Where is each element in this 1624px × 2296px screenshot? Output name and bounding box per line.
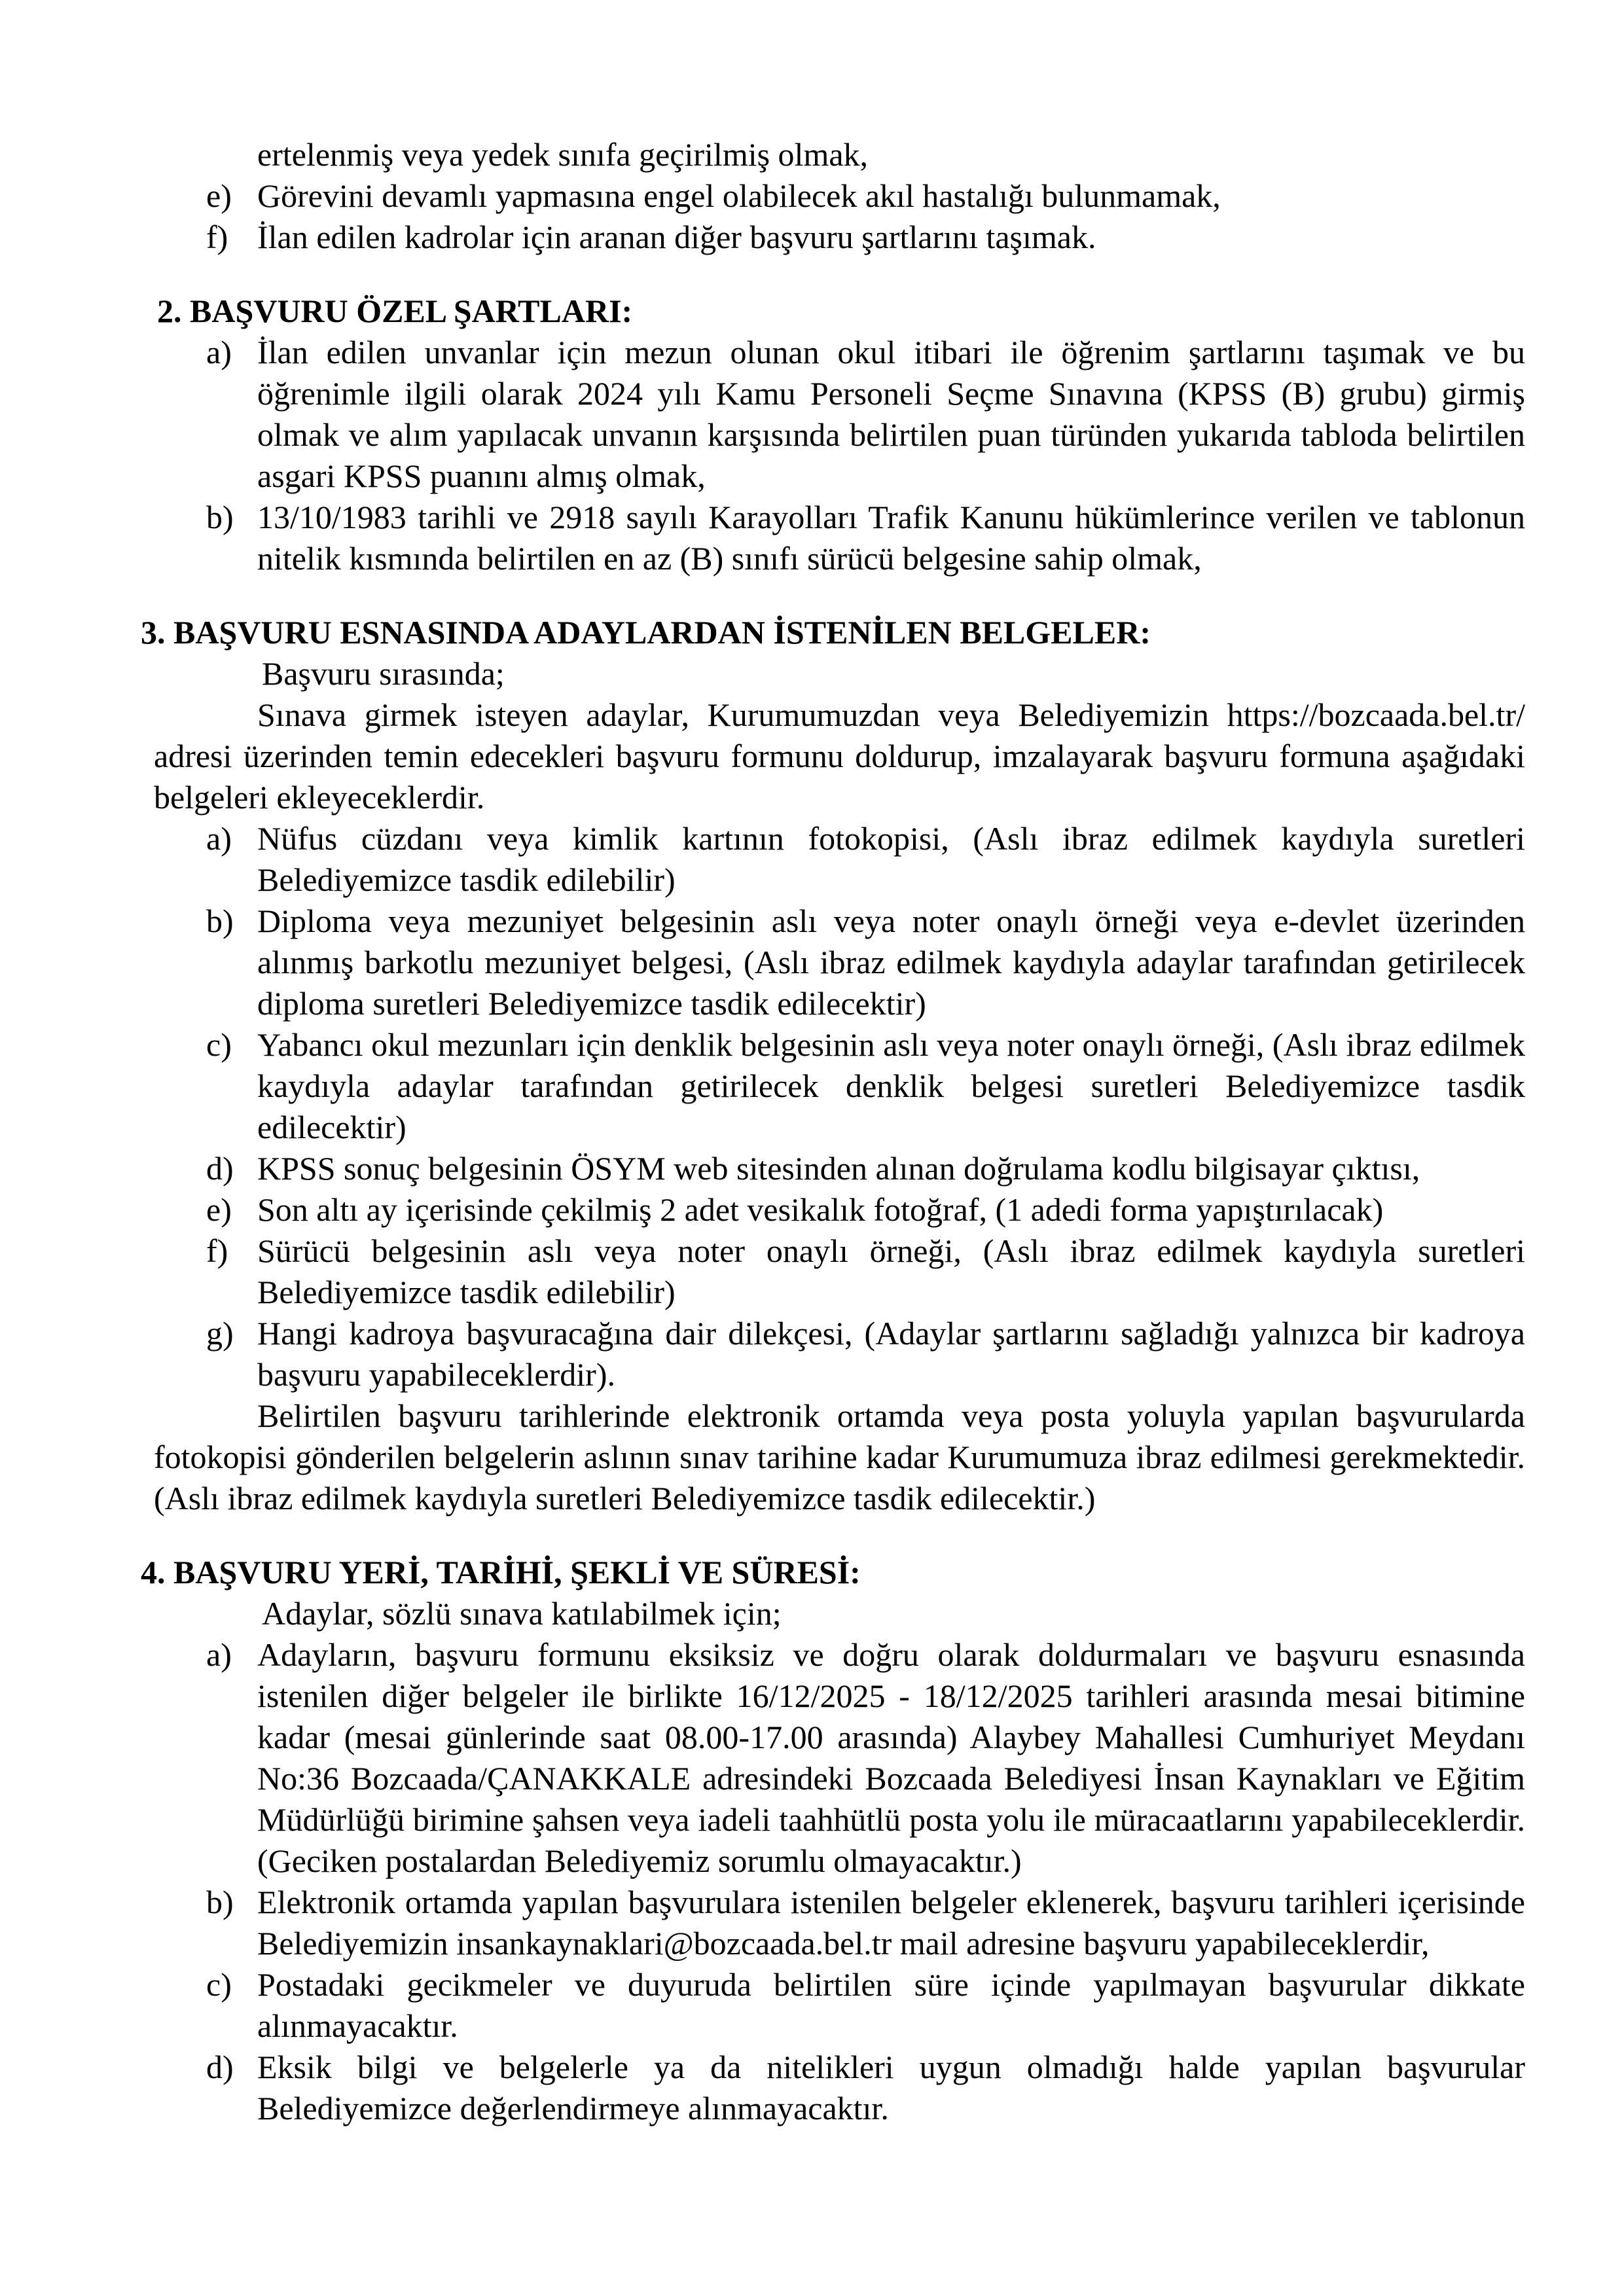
section4-item-a bbox=[154, 1634, 1525, 1882]
item-text: Eksik bilgi ve belgelerle ya da nitelikleri uygun olmadığı halde yapılan başvurular Belediyemizce değerlendirmeye alınmayacaktır. bbox=[257, 2049, 1525, 2126]
item-text: İlan edilen kadrolar için aranan diğer başvuru şartlarını taşımak. bbox=[257, 219, 1096, 255]
item-marker: d) bbox=[206, 2049, 234, 2085]
item-text: KPSS sonuç belgesinin ÖSYM web sitesinden alınan doğrulama kodlu bilgisayar çıktısı, bbox=[257, 1150, 1420, 1187]
item-marker: b) bbox=[206, 1884, 234, 1920]
section2-item-a bbox=[154, 332, 1525, 497]
item-text: Sürücü belgesinin aslı veya noter onaylı örneği, (Aslı ibraz edilmek kaydıyla suretleri Belediyemizce tasdik edilebilir) bbox=[257, 1232, 1525, 1310]
section3-intro-line: Başvuru sırasında; bbox=[262, 655, 505, 692]
section2-list bbox=[154, 332, 1525, 579]
section3-heading: 3. BAŞVURU ESNASINDA ADAYLARDAN İSTENİLEN BELGELER: bbox=[141, 614, 1151, 651]
section1-list bbox=[154, 175, 1525, 258]
item-marker: a) bbox=[206, 334, 232, 370]
item-text: Hangi kadroya başvuracağına dair dilekçesi, (Adaylar şartlarını sağladığı yalnızca bir kadroya başvuru yapabileceklerdir). bbox=[257, 1315, 1525, 1393]
item-marker: a) bbox=[206, 1636, 232, 1673]
item-text: Elektronik ortamda yapılan başvurulara istenilen belgeler eklenerek, başvuru tarihleri içerisinde Belediyemizin insankaynaklari@bozcaada.bel.tr mail adresine başvuru yapabileceklerdir, bbox=[257, 1884, 1525, 1962]
section3-item-e bbox=[154, 1189, 1525, 1230]
section3-closing-paragraph: Belirtilen başvuru tarihlerinde elektronik ortamda veya posta yoluyla yapılan başvurularda fotokopisi gönderilen belgelerin aslının sınav tarihine kadar Kurumumuza ibraz edilmesi gerekmektedir. (Aslı ibraz edilmek kaydıyla suretleri Belediyemizce tasdik edilecektir.) bbox=[154, 1397, 1525, 1516]
item-marker: e) bbox=[206, 177, 232, 214]
section4-item-b bbox=[154, 1882, 1525, 1964]
item-marker: f) bbox=[206, 1232, 228, 1269]
section3-item-d bbox=[154, 1148, 1525, 1189]
item-text: Yabancı okul mezunları için denklik belgesinin aslı veya noter onaylı örneği, (Aslı ibraz edilmek kaydıyla adaylar tarafından getirilecek denklik belgesi suretleri Belediyemizce tasdik edilecektir) bbox=[257, 1026, 1525, 1145]
item-marker: c) bbox=[206, 1026, 232, 1063]
section4-list bbox=[154, 1634, 1525, 2129]
section2-item-b bbox=[154, 497, 1525, 579]
section3-item-c bbox=[154, 1024, 1525, 1148]
item-text: Son altı ay içerisinde çekilmiş 2 adet vesikalık fotoğraf, (1 adedi forma yapıştırılacak) bbox=[257, 1191, 1384, 1228]
section3-intro-paragraph: Sınava girmek isteyen adaylar, Kurumumuzdan veya Belediyemizin https://bozcaada.bel.tr/ adresi üzerinden temin edecekleri başvuru formunu doldurup, imzalayarak başvuru formuna aşağıdaki belgeleri ekleyeceklerdir. bbox=[154, 696, 1525, 816]
item-marker: b) bbox=[206, 903, 234, 939]
item-text: Diploma veya mezuniyet belgesinin aslı veya noter onaylı örneği veya e-devlet üzerinden alınmış barkotlu mezuniyet belgesi, (Aslı ibraz edilmek kaydıyla adaylar tarafından getirilecek diploma suretleri Belediyemizce tasdik edilecektir) bbox=[257, 903, 1525, 1022]
section1-item-e bbox=[154, 175, 1525, 217]
section3-item-g bbox=[154, 1313, 1525, 1395]
section4-item-d bbox=[154, 2047, 1525, 2129]
section3-item-b bbox=[154, 901, 1525, 1024]
section2-heading: 2. BAŞVURU ÖZEL ŞARTLARI: bbox=[157, 293, 633, 329]
section4-heading: 4. BAŞVURU YERİ, TARİHİ, ŞEKLİ VE SÜRESİ: bbox=[141, 1554, 861, 1590]
item-text: İlan edilen unvanlar için mezun olunan okul itibari ile öğrenim şartlarını taşımak ve bu öğrenimle ilgili olarak 2024 yılı Kamu Personeli Seçme Sınavına (KPSS (B) grubu) girmiş olmak ve alım yapılacak unvanın karşısında belirtilen puan türünden yukarıda tabloda belirtilen asgari KPSS puanını almış olmak, bbox=[257, 334, 1525, 494]
item-text: Nüfus cüzdanı veya kimlik kartının fotokopisi, (Aslı ibraz edilmek kaydıyla suretleri Belediyemizce tasdik edilebilir) bbox=[257, 820, 1525, 898]
section3-item-f bbox=[154, 1230, 1525, 1313]
section1-item-f bbox=[154, 217, 1525, 258]
continuation-line: ertelenmiş veya yedek sınıfa geçirilmiş olmak, bbox=[257, 136, 869, 173]
item-text: Görevini devamlı yapmasına engel olabilecek akıl hastalığı bulunmamak, bbox=[257, 177, 1221, 214]
item-marker: d) bbox=[206, 1150, 234, 1187]
section3-list bbox=[154, 818, 1525, 1395]
section4-item-c bbox=[154, 1964, 1525, 2047]
section3-item-a bbox=[154, 818, 1525, 901]
item-marker: a) bbox=[206, 820, 232, 857]
item-marker: e) bbox=[206, 1191, 232, 1228]
item-marker: f) bbox=[206, 219, 228, 255]
item-marker: g) bbox=[206, 1315, 234, 1352]
item-text: Postadaki gecikmeler ve duyuruda belirtilen süre içinde yapılmayan başvurular dikkate alınmayacaktır. bbox=[257, 1966, 1525, 2044]
item-marker: c) bbox=[206, 1966, 232, 2003]
item-text: Adayların, başvuru formunu eksiksiz ve doğru olarak doldurmaları ve başvuru esnasında istenilen diğer belgeler ile birlikte 16/12/2025 - 18/12/2025 tarihleri arasında mesai bitimine kadar (mesai günlerinde saat 08.00-17.00 arasında) Alaybey Mahallesi Cumhuriyet Meydanı No:36 Bozcaada/ÇANAKKALE adresindeki Bozcaada Belediyesi İnsan Kaynakları ve Eğitim Müdürlüğü birimine şahsen veya iadeli taahhütlü posta yolu ile müracaatlarını yapabileceklerdir. (Geciken postalardan Belediyemiz sorumlu olmayacaktır.) bbox=[257, 1636, 1525, 1879]
item-marker: b) bbox=[206, 499, 234, 535]
item-text: 13/10/1983 tarihli ve 2918 sayılı Karayolları Trafik Kanunu hükümlerince verilen ve tablonun nitelik kısmında belirtilen en az (B) sınıfı sürücü belgesine sahip olmak, bbox=[257, 499, 1525, 577]
section4-intro-line: Adaylar, sözlü sınava katılabilmek için; bbox=[262, 1595, 782, 1632]
